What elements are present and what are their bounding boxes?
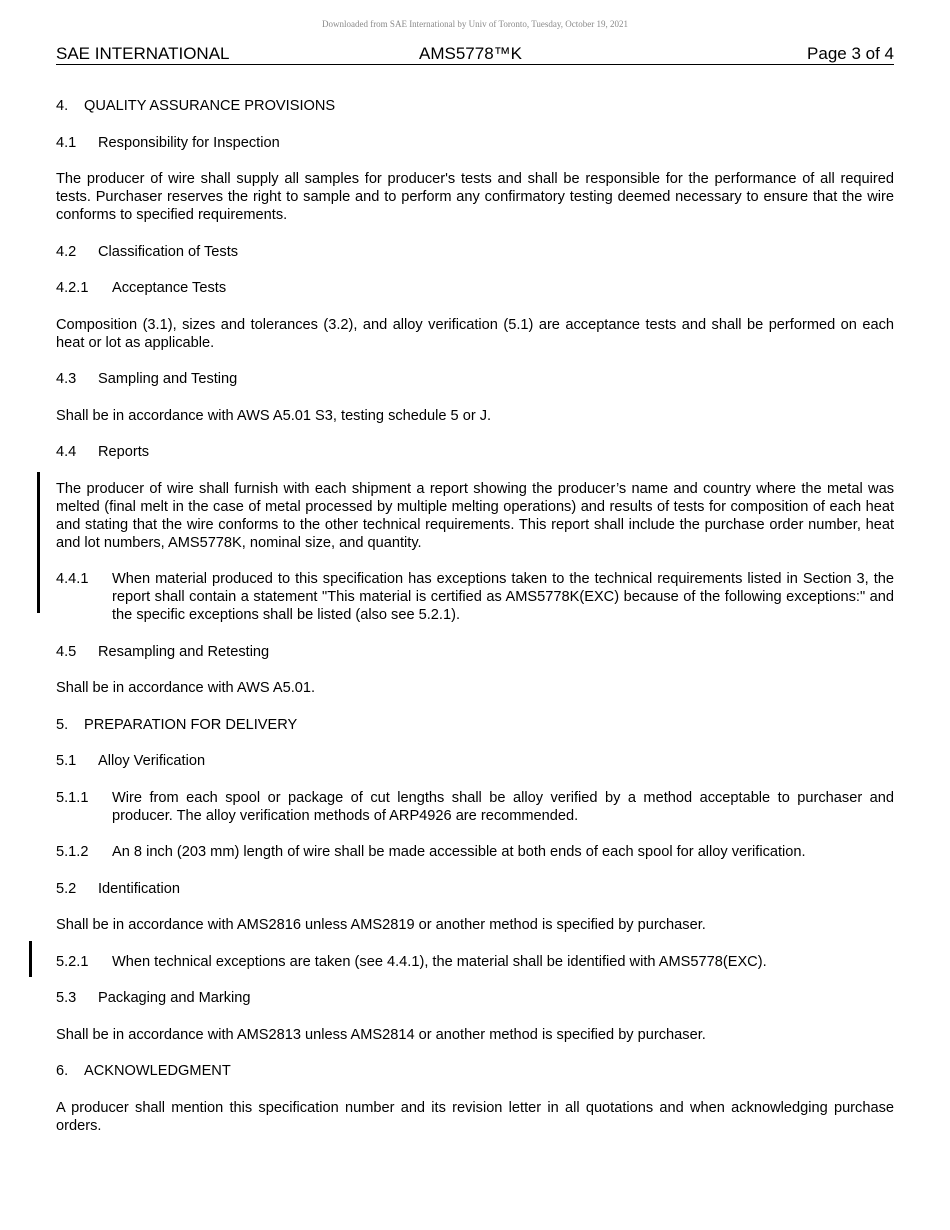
numbered-paragraph bbox=[56, 789, 894, 825]
numbered-paragraph bbox=[56, 953, 894, 971]
section-number: 4.4.1 bbox=[56, 571, 89, 587]
section-title: Responsibility for Inspection bbox=[98, 134, 280, 151]
numbered-paragraph bbox=[56, 570, 894, 624]
section-heading bbox=[56, 880, 894, 898]
section-heading bbox=[56, 370, 894, 388]
paragraph: A producer shall mention this specification number and its revision letter in all quotations and when acknowledging purchase orders. bbox=[56, 1099, 894, 1134]
revision-change-bar bbox=[37, 472, 40, 613]
section-heading bbox=[56, 989, 894, 1007]
section-number: 6. bbox=[56, 1063, 69, 1079]
section-number: 5.1.1 bbox=[56, 789, 89, 806]
section-heading bbox=[56, 752, 894, 770]
paragraph: Shall be in accordance with AMS2813 unless AMS2814 or another method is specified by purchaser. bbox=[56, 1026, 706, 1043]
section-heading bbox=[56, 716, 894, 734]
header-document-id: AMS5778™K bbox=[419, 44, 522, 63]
header-publisher: SAE INTERNATIONAL bbox=[56, 44, 230, 63]
section-title: Alloy Verification bbox=[98, 753, 206, 769]
section-number: 5.2 bbox=[56, 880, 77, 897]
paragraph-text: When technical exceptions are taken (see 4.4.1), the material shall be identified with AMS5778(EXC). bbox=[112, 953, 767, 970]
section-title: Classification of Tests bbox=[98, 243, 239, 260]
section-title: Packaging and Marking bbox=[98, 990, 251, 1006]
paragraph: Shall be in accordance with AWS A5.01. bbox=[56, 680, 316, 696]
section-heading bbox=[56, 97, 894, 115]
section-title: QUALITY ASSURANCE PROVISIONS bbox=[84, 98, 336, 114]
section-heading bbox=[56, 134, 894, 152]
section-heading bbox=[56, 243, 894, 261]
section-number: 5.1.2 bbox=[56, 844, 89, 860]
section-heading bbox=[56, 643, 894, 661]
paragraph: Composition (3.1), sizes and tolerances (3.2), and alloy verification (5.1) are acceptance tests and shall be performed on each heat or lot as applicable. bbox=[56, 316, 894, 351]
section-heading bbox=[56, 443, 894, 461]
section-title: Sampling and Testing bbox=[98, 371, 238, 387]
section-number: 4.4 bbox=[56, 444, 77, 460]
paragraph-text: An 8 inch (203 mm) length of wire shall be made accessible at both ends of each spool for alloy verification. bbox=[112, 844, 806, 860]
document-body bbox=[56, 97, 894, 1153]
section-title: ACKNOWLEDGMENT bbox=[84, 1063, 231, 1079]
download-watermark: Downloaded from SAE International by Univ of Toronto, Tuesday, October 19, 2021 bbox=[321, 19, 629, 29]
section-number: 5.1 bbox=[56, 753, 77, 769]
revision-change-bar bbox=[29, 941, 32, 977]
section-title: PREPARATION FOR DELIVERY bbox=[84, 716, 298, 733]
section-number: 4.2.1 bbox=[56, 280, 89, 296]
page-header bbox=[56, 43, 894, 65]
section-heading bbox=[56, 279, 894, 297]
paragraph: The producer of wire shall furnish with each shipment a report showing the producer’s name and country where the metal was melted (final melt in the case of metal processed by multiple melting operations) and results of tests for composition of each heat and stating that the wire conforms to the other technical requirements. This report shall include the purchase order number, heat and lot numbers, AMS5778K, nominal size, and quantity. bbox=[56, 480, 894, 551]
paragraph: Shall be in accordance with AMS2816 unless AMS2819 or another method is specified by purchaser. bbox=[56, 917, 706, 933]
section-number: 4. bbox=[56, 98, 69, 114]
paragraph-text: Wire from each spool or package of cut lengths shall be alloy verified by a method acceptable to purchaser and producer. The alloy verification methods of ARP4926 are recommended. bbox=[112, 789, 894, 824]
section-number: 4.1 bbox=[56, 134, 77, 151]
paragraph-text: When material produced to this specification has exceptions taken to the technical requirements listed in Section 3, the report shall contain a statement "This material is certified as AMS5778K(EXC) because of the following exceptions:" and the specific exceptions shall be listed (also see 5.2.1). bbox=[112, 571, 894, 623]
paragraph: Shall be in accordance with AWS A5.01 S3, testing schedule 5 or J. bbox=[56, 407, 492, 424]
section-heading bbox=[56, 1062, 894, 1080]
section-number: 4.2 bbox=[56, 243, 77, 260]
section-title: Resampling and Retesting bbox=[98, 643, 270, 660]
section-title: Identification bbox=[98, 880, 180, 897]
header-page-number: Page 3 of 4 bbox=[807, 44, 894, 63]
paragraph: The producer of wire shall supply all samples for producer's tests and shall be responsible for the performance of all required tests. Purchaser reserves the right to sample and to perform any confirmatory testing deemed necessary to ensure that the wire conforms to specified requirements. bbox=[56, 171, 894, 223]
numbered-paragraph bbox=[56, 843, 894, 861]
section-number: 4.3 bbox=[56, 371, 77, 387]
section-number: 5. bbox=[56, 716, 69, 733]
section-number: 5.3 bbox=[56, 990, 77, 1006]
section-number: 5.2.1 bbox=[56, 953, 89, 970]
section-number: 4.5 bbox=[56, 643, 77, 660]
section-title: Reports bbox=[98, 444, 150, 460]
section-title: Acceptance Tests bbox=[112, 280, 227, 296]
